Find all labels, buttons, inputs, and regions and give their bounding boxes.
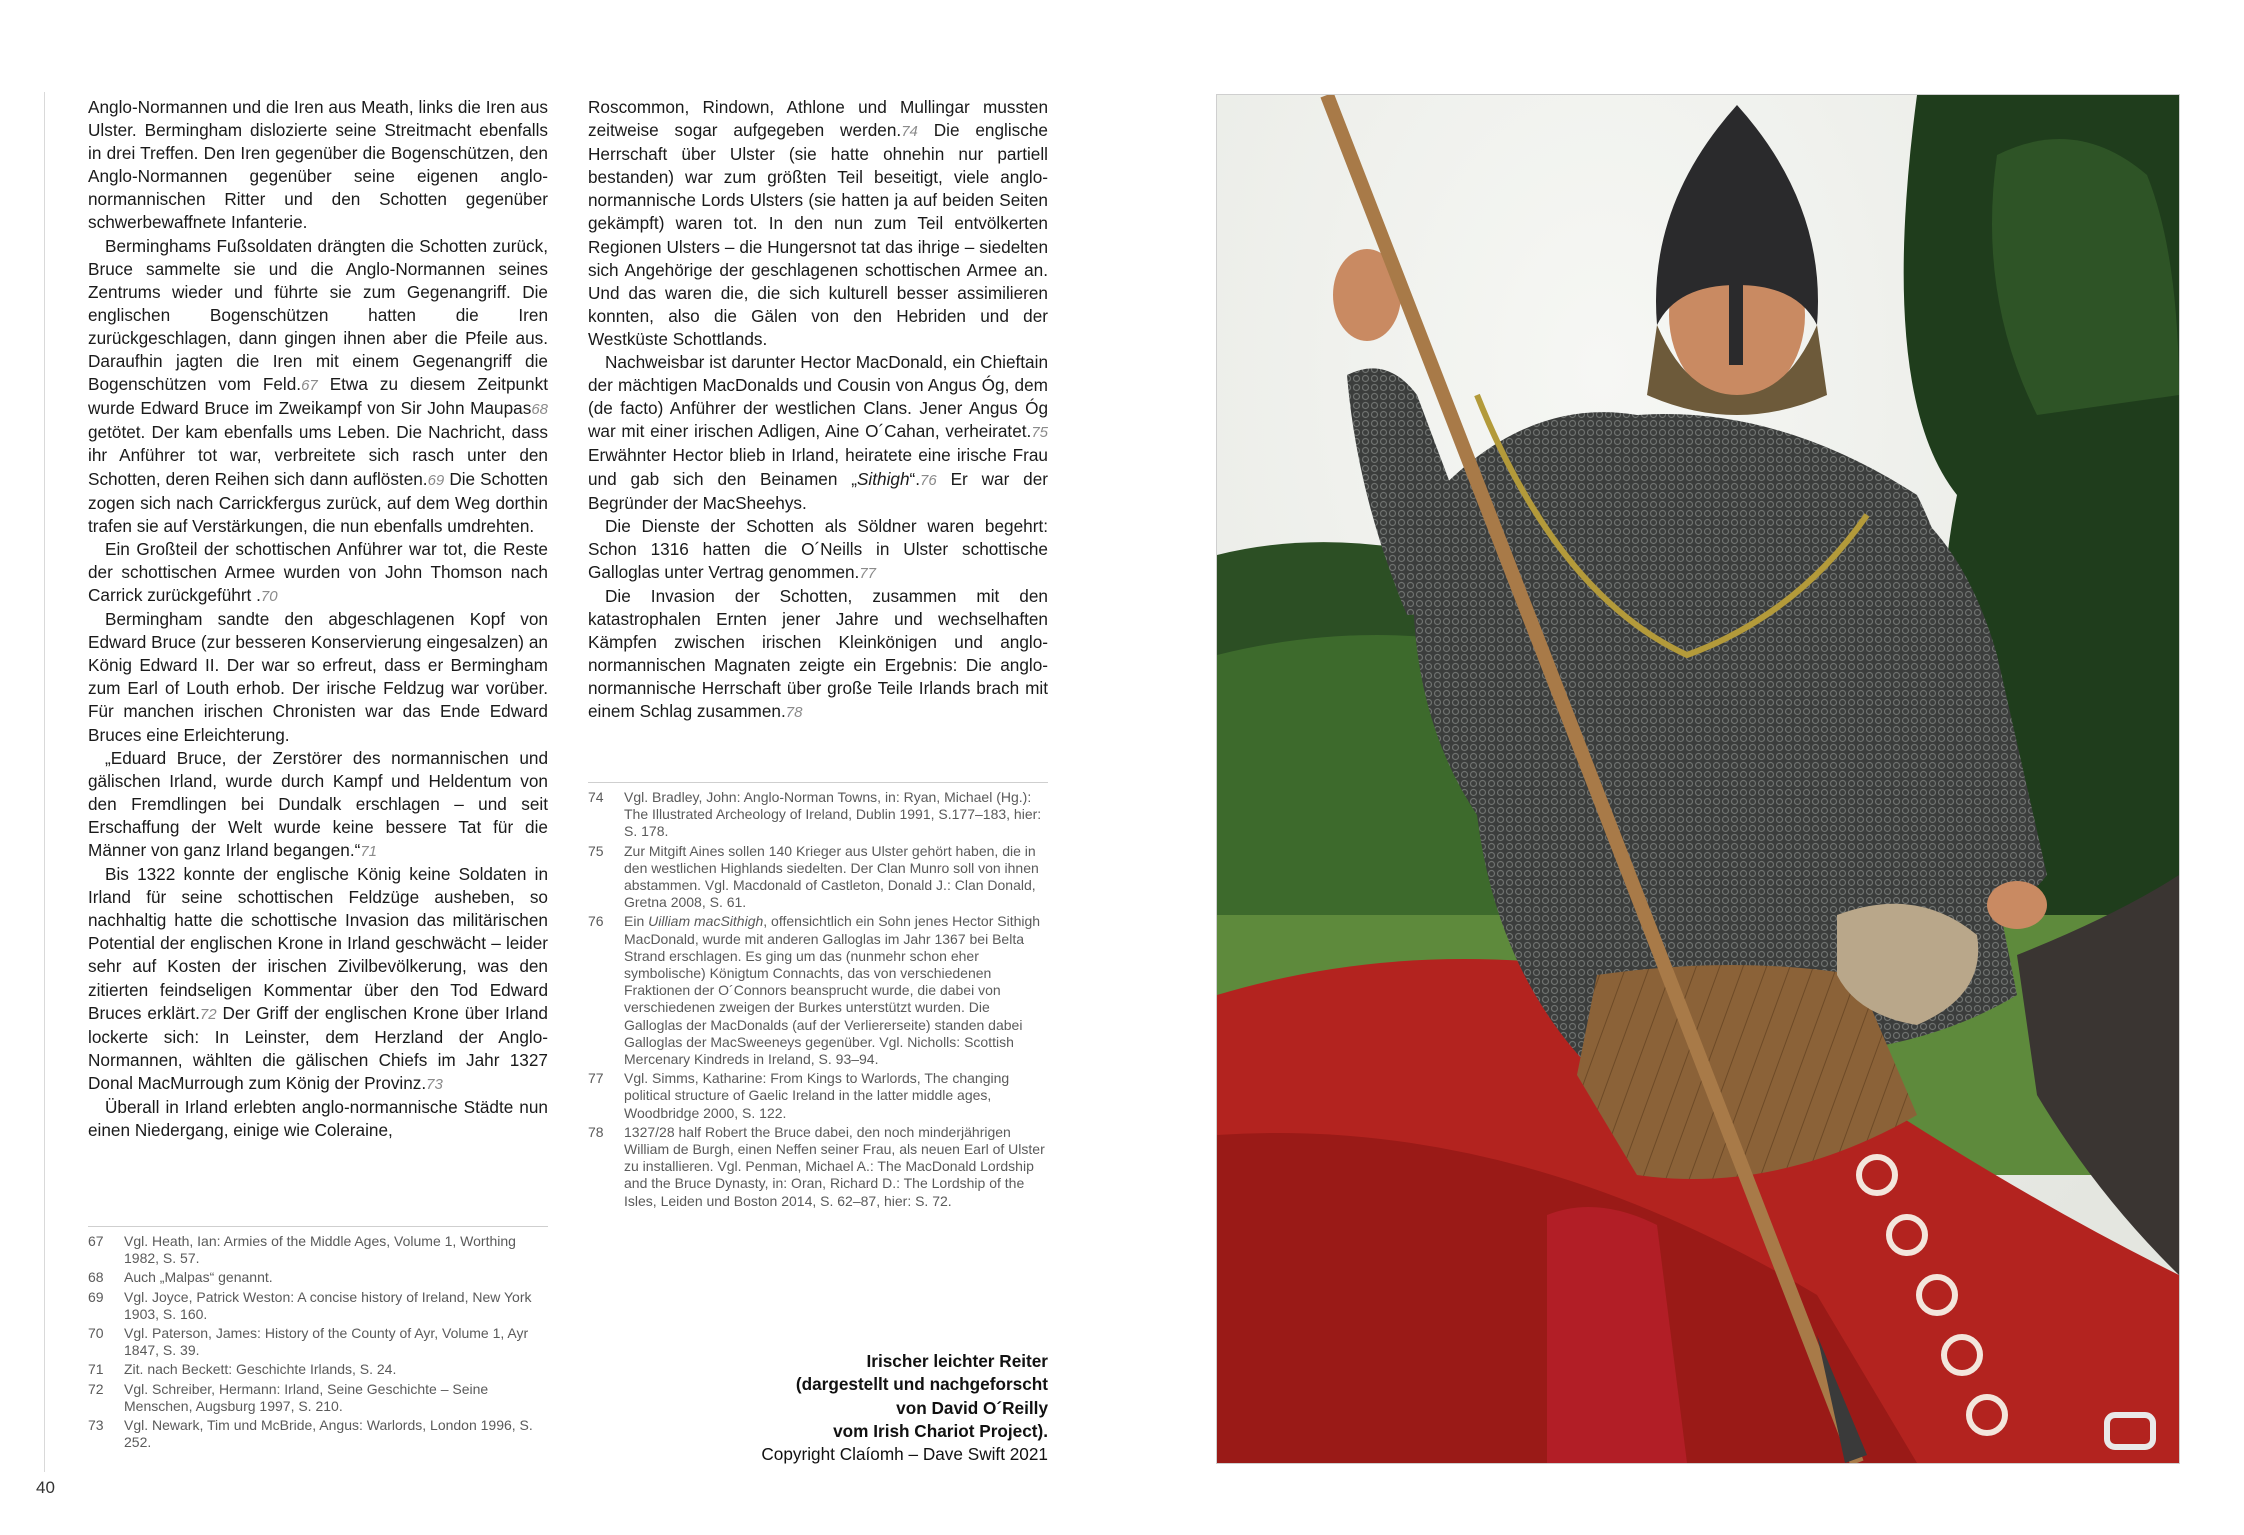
footnote-number: 77 xyxy=(588,1070,604,1087)
footnote-text xyxy=(624,913,1048,1068)
text-run: Ein xyxy=(624,913,649,930)
footnote-text xyxy=(124,1325,548,1359)
footnote-number: 73 xyxy=(88,1417,104,1434)
footnote xyxy=(588,1070,1048,1122)
text-run: getötet. Der kam ebenfalls ums Leben. Die Nachricht, dass ihr Anführer tot war, verbreitete sich rasch unter den Schotten, deren Reihen sich dann auflösten. xyxy=(88,422,548,489)
footnote-ref: 78 xyxy=(785,704,803,722)
footnote xyxy=(88,1361,548,1378)
footnote xyxy=(588,1124,1048,1210)
text-run: Berminghams Fußsoldaten drängten die Schotten zurück, Bruce sammelte sie und die Anglo-Normannen seines Zentrums wieder und führte sie zum Gegenangriff. Die englischen Bogenschützen hatten die Iren zurückgeschlagen, dann gingen ihnen aber die Pfeile aus. Daraufhin jagten die Iren mit einem Gegenangriff die Bogenschützen vom Feld. xyxy=(88,235,548,395)
text-run: Er war der Begründer der MacSheehys. xyxy=(588,468,1048,513)
footnote-number: 69 xyxy=(88,1288,104,1305)
caption-copyright: Copyright Claíomh – Dave Swift 2021 xyxy=(761,1444,1048,1465)
paragraph xyxy=(588,585,1048,725)
text-run: Anglo-Normannen und die Iren aus Meath, links die Iren aus Ulster. Bermingham dislozierte seine Streitmacht ebenfalls in drei Treffen. Den Iren gegenüber die Bogenschützen, den Anglo-Normannen gegenüber seine eigenen anglo-normannischen Ritter und den Schotten gegenüber schwerbewaffnete Infanterie. xyxy=(88,97,548,233)
text-run: Vgl. Schreiber, Hermann: Irland, Seine Geschichte – Seine Menschen, Augsburg 1997, S. 210. xyxy=(124,1380,489,1414)
text-run: Die Invasion der Schotten, zusammen mit den katastrophalen Ernten jener Jahre und wechselhaften Kämpfen zwischen irischen Kleinkönigen und anglo-normannischen Magnaten zeigte ein Ergebnis: Die anglo-normannische Herrschaft über große Teile Irlands brach mit einem Schlag zusammen. xyxy=(588,585,1048,722)
footnote-number: 71 xyxy=(88,1361,104,1378)
text-run: Bermingham sandte den abgeschlagenen Kopf von Edward Bruce (zur besseren Konservierung eingesalzen) an König Edward II. Der war so erfreut, dass er Bermingham zum Earl of Louth erhob. Der irische Feldzug war vorüber. Für manchen irischen Chronisten war das Ende Edward Bruces eine Erleichterung. xyxy=(88,609,548,745)
footnote-text xyxy=(124,1233,548,1267)
text-run: Erwähnter Hector blieb in Irland, heiratete eine irische Frau und gab sich den Beinamen „ xyxy=(588,445,1048,489)
footnote-ref: 68 xyxy=(531,401,548,419)
footnotes-left xyxy=(88,1226,548,1453)
text-run: Vgl. Newark, Tim und McBride, Angus: Warlords, London 1996, S. 252. xyxy=(124,1417,533,1451)
footnotes-right xyxy=(588,782,1048,1212)
footnote-ref: 77 xyxy=(859,564,877,582)
footnote-number: 75 xyxy=(588,842,604,859)
text-run: Roscommon, Rindown, Athlone und Mullingar mussten zeitweise sogar aufgegeben werden. xyxy=(588,97,1048,141)
footnote-number: 70 xyxy=(88,1325,104,1342)
text-run: Zur Mitgift Aines sollen 140 Krieger aus Ulster gehört haben, die in den westlichen Highlands siedelten. Der Clan Munro soll von ihnen abstammen. Vgl. Macdonald of Castleton, Donald J.: Clan Donald, Gretna 2008, S. 61. xyxy=(624,842,1039,911)
photo-irish-rider xyxy=(1216,94,2180,1464)
paragraph xyxy=(88,863,548,1096)
margin-rule xyxy=(44,92,45,1472)
footnote xyxy=(588,913,1048,1068)
footnote xyxy=(88,1325,548,1359)
text-run: Überall in Irland erlebten anglo-normannische Städte nun einen Niedergang, einige wie Coleraine, xyxy=(88,1097,548,1141)
page-number: 40 xyxy=(36,1478,55,1497)
footnote-text xyxy=(124,1289,548,1323)
paragraph xyxy=(88,1096,548,1142)
footnote-text xyxy=(624,1124,1048,1210)
paragraph xyxy=(88,747,548,863)
text-run: Zit. nach Beckett: Geschichte Irlands, S. 24. xyxy=(124,1361,397,1378)
text-run: „Eduard Bruce, der Zerstörer des normannischen und gälischen Irland, wurde durch Kampf und Heldentum von den Fremdlingen bei Dundalk erschlagen – und seit Erschaffung der Welt wurde keine bessere Tat für die Männer von ganz Irland begangen.“ xyxy=(88,747,548,860)
text-run: Vgl. Heath, Ian: Armies of the Middle Ages, Volume 1, Worthing 1982, S. 57. xyxy=(124,1233,516,1267)
footnote xyxy=(88,1269,548,1286)
text-run: Der Griff der englischen Krone über Irland lockerte sich: In Leinster, dem Herzland der Anglo-Normannen, wählten die gälischen Chiefs im Jahr 1327 Donal MacMurrough zum König der Provinz. xyxy=(88,1002,548,1093)
footnote-text xyxy=(124,1381,548,1415)
text-run: , offensichtlich ein Sohn jenes Hector Sithigh MacDonald, wurde mit anderen Galloglas im Jahr 1367 bei Belta Strand erschlagen. Es ging um das (nunmehr schon eher symbolische) Königtum Connachts, das von verschiedenen Fraktionen der O´Connors beansprucht wurde, die dabei von verschiedenen zweigen der Burkes unterstützt wurden. Die Galloglas der MacDonalds (auf der Verliererseite) standen dabei Galloglas der MacSweeneys gegenüber. Vgl. Nicholls: Scottish Mercenary Kindreds in Ireland, S. 93–94. xyxy=(624,913,1041,1068)
text-run: Ein Großteil der schottischen Anführer war tot, die Reste der schottischen Armee wurden von John Thomson nach Carrick zurückgeführt . xyxy=(88,538,548,605)
footnote-ref: 73 xyxy=(426,1075,443,1093)
footnote-ref: 69 xyxy=(427,471,445,489)
footnote-rule xyxy=(588,782,1048,783)
paragraph xyxy=(88,538,548,608)
hand-right xyxy=(1987,881,2047,929)
footnote-ref: 72 xyxy=(199,1005,217,1023)
footnote-number: 67 xyxy=(88,1233,104,1249)
caption-line: von David O´Reilly xyxy=(896,1397,1048,1418)
text-run: Vgl. Bradley, John: Anglo-Norman Towns, in: Ryan, Michael (Hg.): The Illustrated Archeology of Ireland, Dublin 1991, S.177–183, hier: S. 178. xyxy=(624,789,1042,840)
paragraph xyxy=(588,515,1048,585)
caption-line: vom Irish Chariot Project). xyxy=(833,1420,1048,1441)
paragraph xyxy=(88,608,548,747)
paragraph xyxy=(88,235,548,538)
footnote-number: 78 xyxy=(588,1123,604,1140)
text-run: Vgl. Joyce, Patrick Weston: A concise history of Ireland, New York 1903, S. 160. xyxy=(124,1288,532,1322)
text-run: Nachweisbar ist darunter Hector MacDonald, ein Chieftain der mächtigen MacDonalds und Cousin von Angus Óg, dem (de facto) Anführer der westlichen Clans. Jener Angus Óg war mit einer irischen Adligen, Aine O´Cahan, verheiratet. xyxy=(588,352,1048,442)
footnote-text xyxy=(124,1417,548,1451)
text-run: Die englische Herrschaft über Ulster (sie hatte ohnehin nur partiell bestanden) war zum größten Teil beseitigt, viele anglo-normannische Lords Ulsters (sie hatten ja auf beiden Seiten gekämpft) waren tot. In den nun zum Teil entvölkerten Regionen Ulsters – die Hungersnot tat das ihrige – siedelten sich Angehörige der geschlagenen schottischen Armee an. Und das waren die, die sich kulturell besser assimilieren konnten, also die Gälen von den Hebriden und der Westküste Schottlands. xyxy=(588,120,1048,349)
footnote-ref: 70 xyxy=(260,587,278,605)
text-run: Die Schotten zogen sich nach Carrickfergus zurück, auf dem Weg dorthin trafen sie auf Verstärkungen, die nun ebenfalls umdrehten. xyxy=(88,468,548,536)
footnote-ref: 74 xyxy=(901,123,918,141)
text-run: “. xyxy=(909,468,921,489)
footnote-number: 72 xyxy=(88,1380,104,1397)
footnote-number: 74 xyxy=(588,789,604,805)
footnote-ref: 67 xyxy=(301,377,318,395)
text-run: Bis 1322 konnte der englische König keine Soldaten in Irland für seine schottischen Feldzüge ausheben, so nachhaltig hatte die schottische Invasion das militärischen Potential der englischen Krone in Irland geschwächt – leider sehr auf Kosten der irischen Zivilbevölkerung, was den zitierten feindseligen Kommentar über den Tod Edward Bruces erklärt. xyxy=(88,864,548,1023)
text-run: 1327/28 half Robert the Bruce dabei, den noch minderjährigen William de Burgh, einen Neffen seiner Frau, als neuen Earl of Ulster zu installieren. Vgl. Penman, Michael A.: The MacDonald Lordship and the Bruce Dynasty, in: Oran, Richard D.: The Lordship of the Isles, Leiden und Boston 2014, S. 62–87, hier: S. 72. xyxy=(624,1123,1045,1209)
footnote xyxy=(88,1233,548,1267)
footnote-ref: 76 xyxy=(920,471,937,489)
footnote xyxy=(88,1417,548,1451)
italic-text: Sithigh xyxy=(856,468,910,489)
footnote xyxy=(88,1381,548,1415)
footnote-number: 76 xyxy=(588,913,604,930)
footnote-text xyxy=(124,1361,548,1378)
paragraph xyxy=(88,96,548,235)
text-run: Vgl. Paterson, James: History of the County of Ayr, Volume 1, Ayr 1847, S. 39. xyxy=(124,1325,529,1359)
footnote-ref: 75 xyxy=(1031,424,1048,442)
text-run: Etwa zu diesem Zeitpunkt wurde Edward Bruce im Zweikampf von Sir John Maupas xyxy=(88,374,548,419)
caption-line: (dargestellt und nachgeforscht xyxy=(795,1374,1048,1395)
footnote-number: 68 xyxy=(88,1269,104,1286)
footnote xyxy=(588,789,1048,841)
paragraph xyxy=(588,96,1048,351)
text-run: Die Dienste der Schotten als Söldner waren begehrt: Schon 1316 hatten die O´Neills in Ulster schottische Galloglas unter Vertrag genommen. xyxy=(588,515,1048,582)
footnote-text xyxy=(124,1269,548,1286)
footnote-text xyxy=(624,1070,1048,1122)
footnote-rule xyxy=(88,1226,548,1227)
caption-line: Irischer leichter Reiter xyxy=(866,1351,1048,1371)
text-run: Vgl. Simms, Katharine: From Kings to Warlords, The changing political structure of Gaelic Ireland in the latter middle ages, Woodbridge 2000, S. 122. xyxy=(624,1070,1010,1121)
photo-caption xyxy=(680,1350,1048,1466)
text-run: Auch „Malpas“ genannt. xyxy=(124,1269,273,1286)
footnote-text xyxy=(624,843,1048,912)
text-column-right xyxy=(588,96,1048,725)
footnote xyxy=(88,1289,548,1323)
footnote-text xyxy=(624,789,1048,841)
footnote-ref: 71 xyxy=(360,843,378,860)
text-column-left xyxy=(88,96,548,1142)
italic-text: Uilliam macSithigh xyxy=(648,913,764,930)
footnote xyxy=(588,843,1048,912)
paragraph xyxy=(588,351,1048,515)
